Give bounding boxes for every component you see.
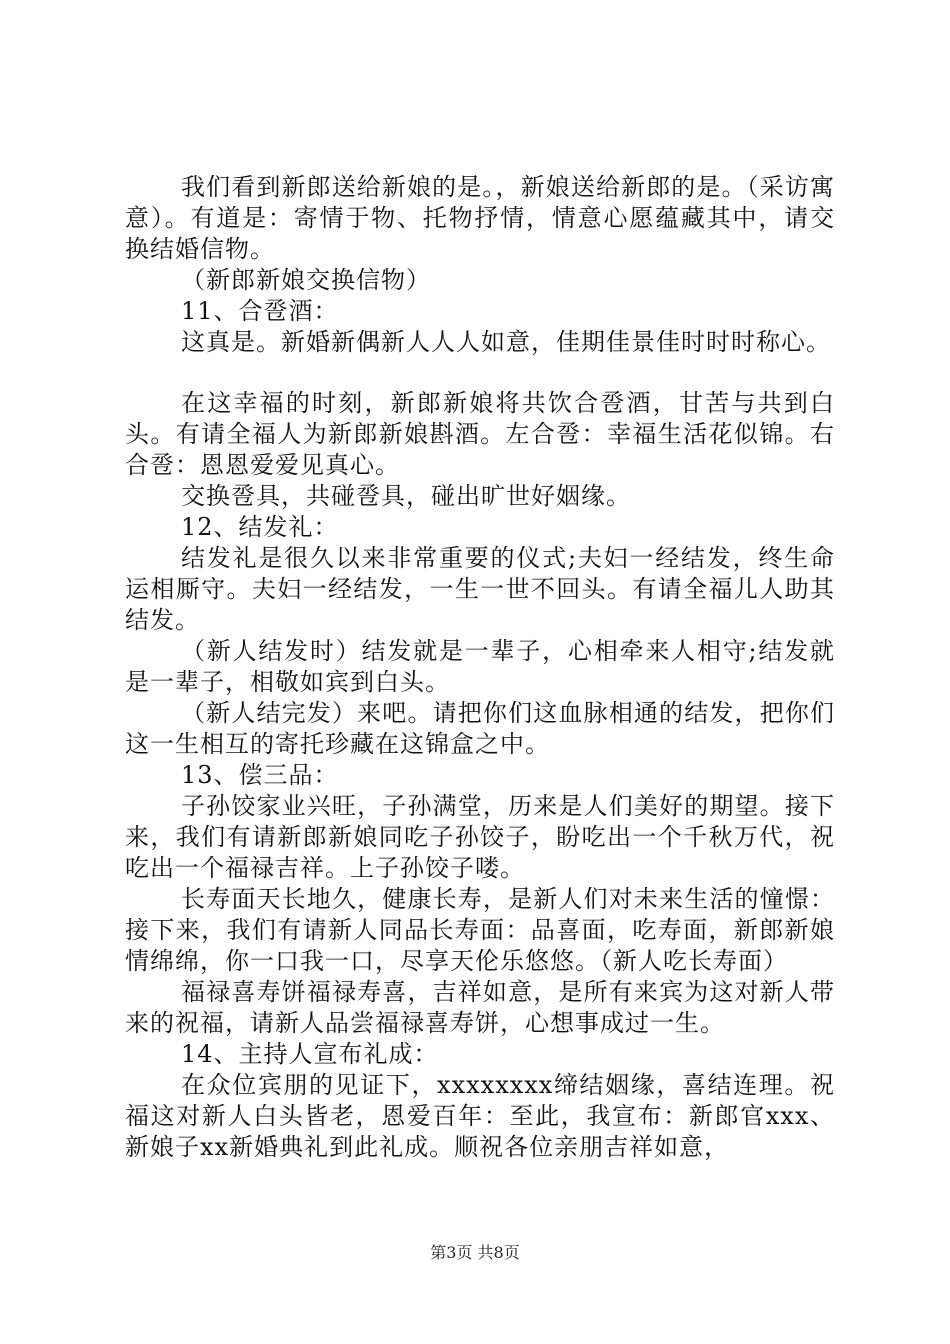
paragraph: 结发礼是很久以来非常重要的仪式;夫妇一经结发，终生命运相厮守。夫妇一经结发，一生一世不回头。有请全福儿人助其结发。: [125, 544, 835, 634]
paragraph: （新人结发时）结发就是一辈子，心相牵来人相守;结发就是一辈子，相敬如宾到白头。: [125, 637, 835, 696]
paragraph: 在众位宾朋的见证下，xxxxxxxx缔结姻缘，喜结连理。祝福这对新人白头皆老，恩爱百年：至此，我宣布：新郎官xxx、新娘子xx新婚典礼到此礼成。顺祝各位亲朋吉祥如意，: [125, 1071, 835, 1161]
section-heading: 14、主持人宣布礼成：: [181, 1040, 439, 1068]
paragraph: 这真是。新婚新偶新人人人如意，佳期佳景佳时时时称心。: [181, 328, 831, 356]
paragraph: 交换卺具，共碰卺具，碰出旷世好姻缘。: [181, 482, 631, 510]
paragraph: 我们看到新郎送给新娘的是。，新娘送给新郎的是。（采访寓意）。有道是：寄情于物、托物抒情，情意心愿蕴藏其中，请交换结婚信物。: [125, 173, 835, 263]
page-number-footer: 第3页 共8页: [430, 1243, 520, 1262]
paragraph: （新人结完发）来吧。请把你们这血脉相通的结发，把你们这一生相互的寄托珍藏在这锦盒之中。: [125, 699, 835, 758]
paragraph: 在这幸福的时刻，新郎新娘将共饮合卺酒，甘苦与共到白头。有请全福人为新郎新娘斟酒。左合卺：幸福生活花似锦。右合卺：恩恩爱爱见真心。: [125, 389, 835, 479]
section-heading: 11、合卺酒：: [181, 297, 339, 325]
section-heading: 12、结发礼：: [181, 513, 339, 541]
paragraph: 长寿面天长地久，健康长寿，是新人们对未来生活的憧憬：接下来，我们有请新人同品长寿面：品喜面，吃寿面，新郎新娘情绵绵，你一口我一口，尽享天伦乐悠悠。（新人吃长寿面）: [125, 885, 835, 975]
section-heading: 13、偿三品：: [181, 761, 339, 789]
paragraph: 子孙饺家业兴旺，子孙满堂，历来是人们美好的期望。接下来，我们有请新郎新娘同吃子孙饺子，盼吃出一个千秋万代，祝吃出一个福禄吉祥。上子孙饺子喽。: [125, 792, 835, 882]
paragraph: 福禄喜寿饼福禄寿喜，吉祥如意，是所有来宾为这对新人带来的祝福，请新人品尝福禄喜寿饼，心想事成过一生。: [125, 978, 835, 1037]
blank-line: [125, 358, 835, 388]
document-body: [125, 172, 835, 1163]
paragraph: （新郎新娘交换信物）: [181, 266, 431, 294]
